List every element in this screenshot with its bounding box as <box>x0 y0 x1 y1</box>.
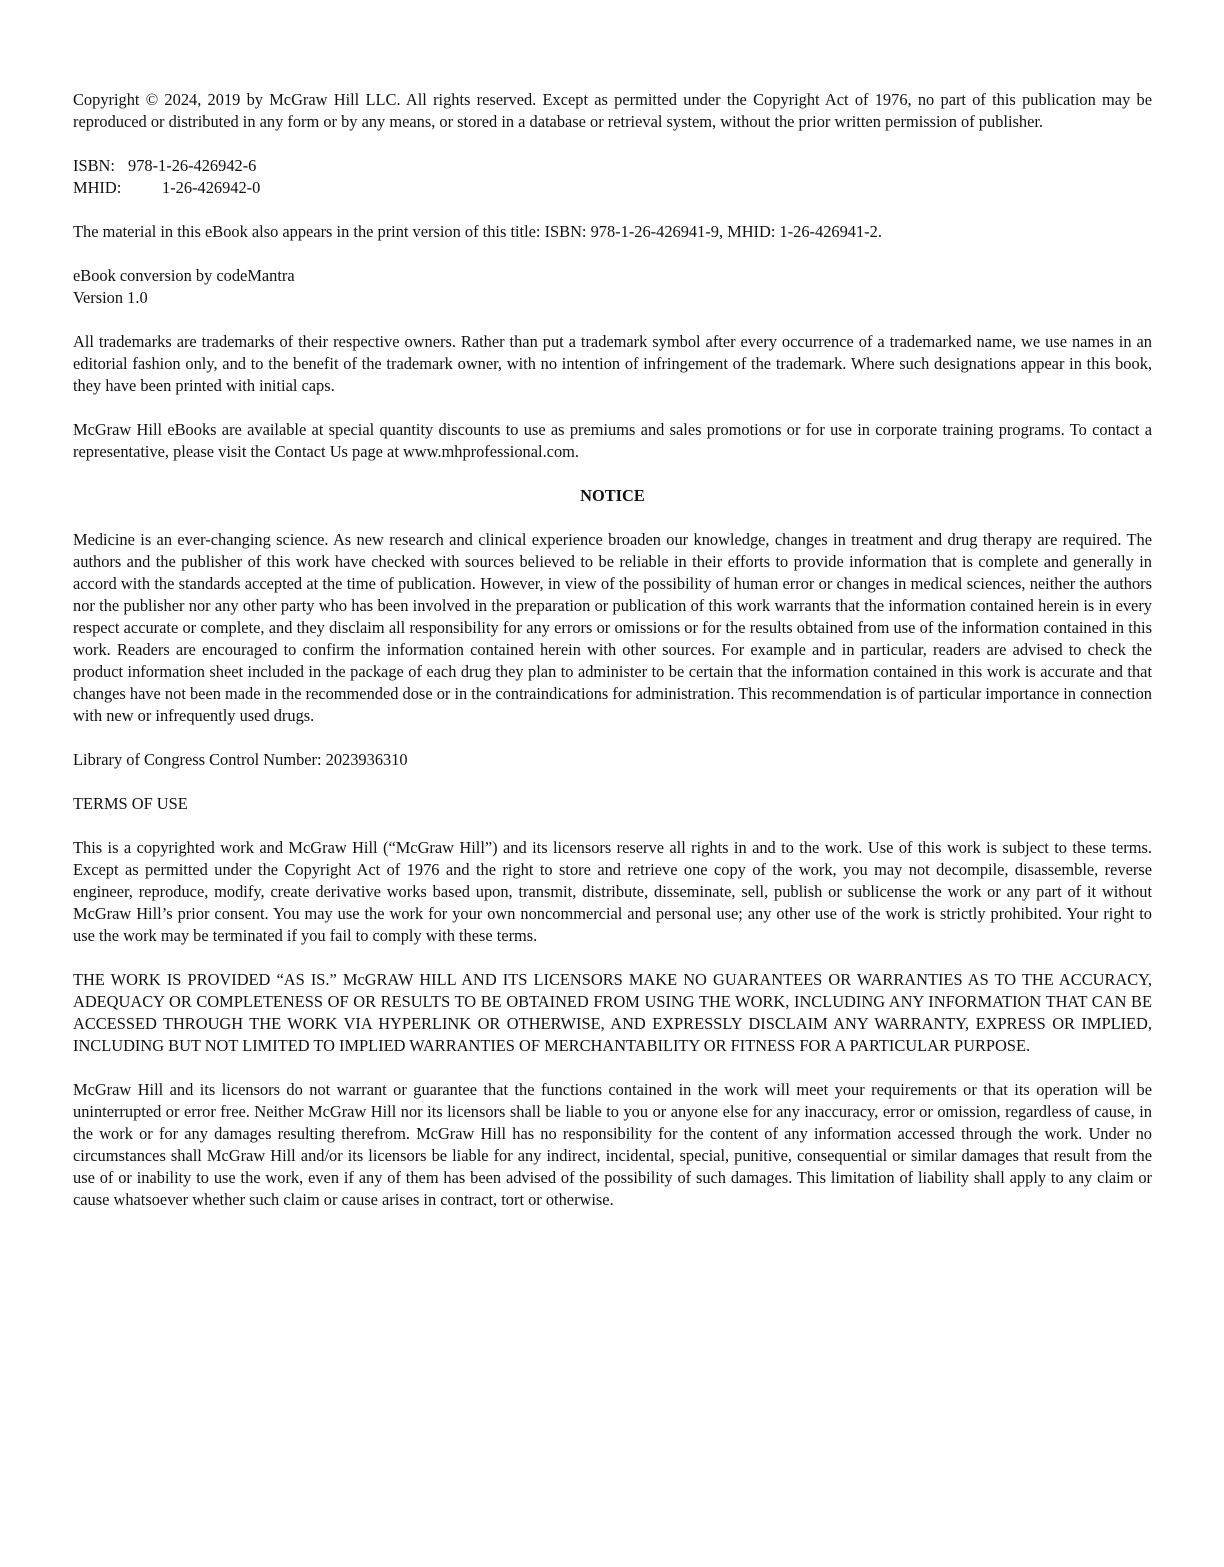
isbn-label: ISBN: <box>73 156 115 175</box>
copyright-page <box>73 89 1152 1233</box>
terms-copyright-paragraph: This is a copyrighted work and McGraw Hill (“McGraw Hill”) and its licensors reserve all rights in and to the work. Use of this work is subject to these terms. Except as permitted under the Copyright Act of 1976 and the right to store and retrieve one copy of the work, you may not decompile, disassemble, reverse engineer, reproduce, modify, create derivative works based upon, transmit, distribute, disseminate, sell, publish or sublicense the work or any part of it without McGraw Hill’s prior consent. You may use the work for your own noncommercial and personal use; any other use of the work is strictly prohibited. Your right to use the work may be terminated if you fail to comply with these terms. <box>73 838 1152 945</box>
isbn-value: 978-1-26-426942-6 <box>128 156 257 175</box>
conversion-credit: eBook conversion by codeMantra <box>73 266 295 285</box>
terms-warranty-disclaimer: THE WORK IS PROVIDED “AS IS.” McGRAW HILL AND ITS LICENSORS MAKE NO GUARANTEES OR WARRANTIES AS TO THE ACCURACY, ADEQUACY OR COMPLETENESS OF OR RESULTS TO BE OBTAINED FROM USING THE WORK, INCLUDING ANY INFORMATION THAT CAN BE ACCESSED THROUGH THE WORK VIA HYPERLINK OR OTHERWISE, AND EXPRESSLY DISCLAIM ANY WARRANTY, EXPRESS OR IMPLIED, INCLUDING BUT NOT LIMITED TO IMPLIED WARRANTIES OF MERCHANTABILITY OR FITNESS FOR A PARTICULAR PURPOSE. <box>73 970 1152 1055</box>
mhid-value: 1-26-426942-0 <box>162 178 261 197</box>
notice-heading: NOTICE <box>580 486 645 505</box>
medical-notice: Medicine is an ever-changing science. As new research and clinical experience broaden our knowledge, changes in treatment and drug therapy are required. The authors and the publisher of this work have checked with sources believed to be reliable in their efforts to provide information that is complete and generally in accord with the standards accepted at the time of publication. However, in view of the possibility of human error or changes in medical sciences, neither the authors nor the publisher nor any other party who has been involved in the preparation or publication of this work warrants that the information contained herein is in every respect accurate or complete, and they disclaim all responsibility for any errors or omissions or for the results obtained from use of the information contained in this work. Readers are encouraged to confirm the information contained herein with other sources. For example and in particular, readers are advised to check the product information sheet included in the package of each drug they plan to administer to be certain that the information contained in this work is accurate and that changes have not been made in the recommended dose or in the contraindications for administration. This recommendation is of particular importance in connection with new or infrequently used drugs. <box>73 530 1152 725</box>
version-label: Version 1.0 <box>73 288 148 307</box>
ebooks-promo: McGraw Hill eBooks are available at special quantity discounts to use as premiums and sales promotions or for use in corporate training programs. To contact a representative, please visit the Contact Us page at www.mhprofessional.com. <box>73 420 1152 461</box>
book-identifiers <box>73 155 1152 199</box>
print-version-note: The material in this eBook also appears in the print version of this title: ISBN: 978-1-26-426941-9, MHID: 1-26-426941-2. <box>73 222 882 241</box>
terms-heading: TERMS OF USE <box>73 794 188 813</box>
trademarks-notice: All trademarks are trademarks of their respective owners. Rather than put a trademark symbol after every occurrence of a trademarked name, we use names in an editorial fashion only, and to the benefit of the trademark owner, with no intention of infringement of the trademark. Where such designations appear in this book, they have been printed with initial caps. <box>73 332 1152 395</box>
mhid-label: MHID: <box>73 178 122 197</box>
mhid-row <box>73 177 1152 199</box>
lccn: Library of Congress Control Number: 2023936310 <box>73 750 408 769</box>
isbn-row <box>73 155 1152 177</box>
copyright-notice: Copyright © 2024, 2019 by McGraw Hill LLC. All rights reserved. Except as permitted under the Copyright Act of 1976, no part of this publication may be reproduced or distributed in any form or by any means, or stored in a database or retrieval system, without the prior written permission of publisher. <box>73 90 1152 131</box>
ebook-conversion <box>73 265 1152 309</box>
terms-liability-limitation: McGraw Hill and its licensors do not warrant or guarantee that the functions contained in the work will meet your requirements or that its operation will be uninterrupted or error free. Neither McGraw Hill nor its licensors shall be liable to you or anyone else for any inaccuracy, error or omission, regardless of cause, in the work or for any damages resulting therefrom. McGraw Hill has no responsibility for the content of any information accessed through the work. Under no circumstances shall McGraw Hill and/or its licensors be liable for any indirect, incidental, special, punitive, consequential or similar damages that result from the use of or inability to use the work, even if any of them has been advised of the possibility of such damages. This limitation of liability shall apply to any claim or cause whatsoever whether such claim or cause arises in contract, tort or otherwise. <box>73 1080 1152 1209</box>
